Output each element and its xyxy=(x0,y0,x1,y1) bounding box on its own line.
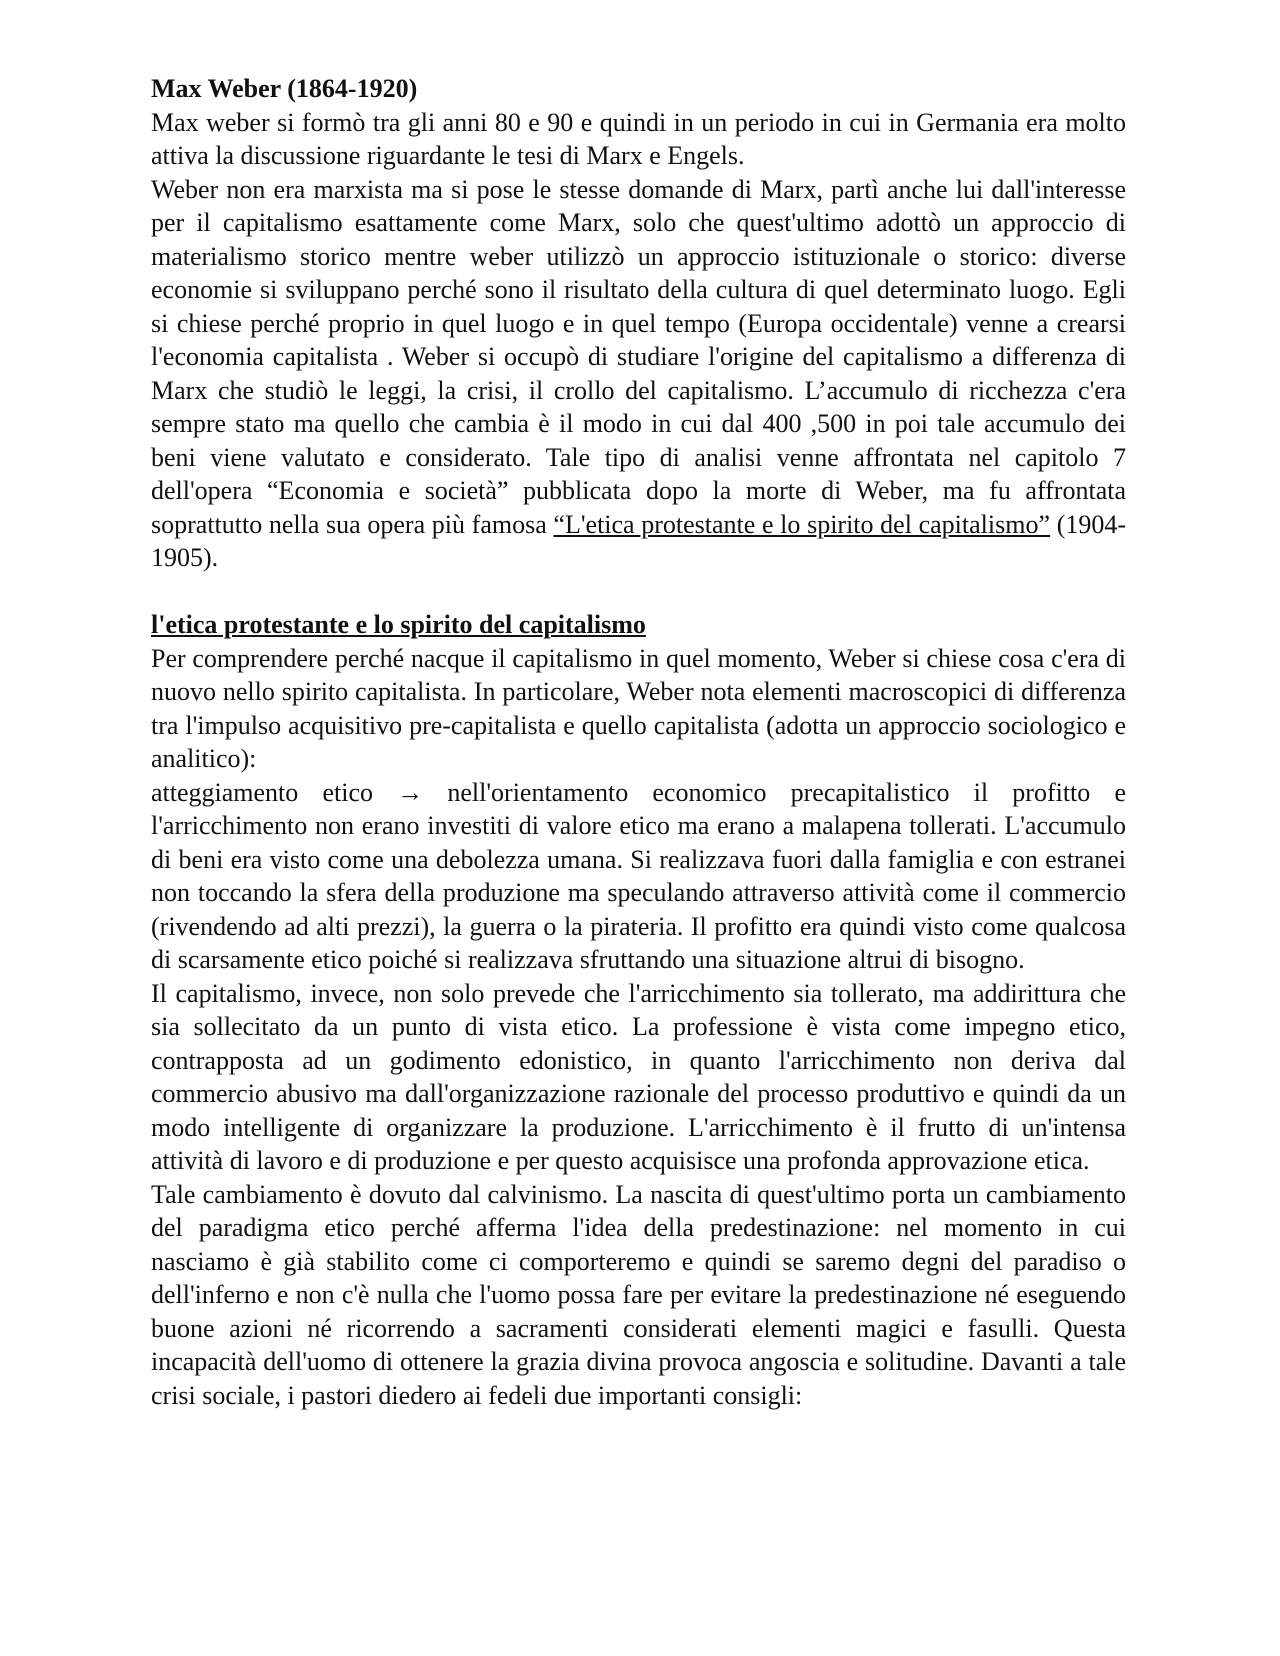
section-title: l'etica protestante e lo spirito del capitalismo xyxy=(151,610,646,639)
document-title: Max Weber (1864-1920) xyxy=(151,74,418,103)
paragraph-calvinism: Tale cambiamento è dovuto dal calvinismo. La nascita di quest'ultimo porta un cambiamento del paradigma etico perché afferma l'idea della predestinazione: nel momento in cui nasciamo è già stabilito come ci comporteremo e quindi se saremo degni del paradiso o dell'inferno e non c'è nulla che l'uomo possa fare per evitare la predestinazione né eseguendo buone azioni né ricorrendo a sacramenti considerati elementi magici e fasulli. Questa incapacità dell'uomo di ottenere la grazia divina provoca angoscia e solitudine. Davanti a tale crisi sociale, i pastori diedero ai fedeli due importanti consigli: xyxy=(151,1179,1126,1410)
document-page xyxy=(151,72,1126,1412)
paragraph-capitalism: Il capitalismo, invece, non solo prevede che l'arricchimento sia tollerato, ma addirittura che sia sollecitato da un punto di vista etico. La professione è vista come impegno etico, contrapposta ad un godimento edonistico, in quanto l'arricchimento non deriva dal commercio abusivo ma dall'organizzazione razionale del processo produttivo e quindi da un modo intelligente di organizzare la produzione. L'arricchimento è il frutto di un'intensa attività di lavoro e di produzione e per questo acquisisce una profonda approvazione etica. xyxy=(151,978,1126,1175)
paragraph-spirit: Per comprendere perché nacque il capitalismo in quel momento, Weber si chiese cosa c'era di nuovo nello spirito capitalista. In particolare, Weber nota elementi macroscopici di differenza tra l'impulso acquisitivo pre-capitalista e quello capitalista (adotta un approccio sociologico e analitico): xyxy=(151,643,1126,773)
paragraph-weber-approach-text: Weber non era marxista ma si pose le stesse domande di Marx, partì anche lui dall'interesse per il capitalismo esattamente come Marx, solo che quest'ultimo adottò un approccio di materialismo storico mentre weber utilizzò un approccio istituzionale o storico: diverse economie si sviluppano perché sono il risultato della cultura di quel determinato luogo. Egli si chiese perché proprio in quel luogo e in quel tempo (Europa occidentale) venne a crearsi l'economia capitalista . Weber si occupò di studiare l'origine del capitalismo a differenza di Marx che studiò le leggi, la crisi, il crollo del capitalismo. L’accumulo di ricchezza c'era sempre stato ma quello che cambia è il modo in cui dal 400 ,500 in poi tale accumulo dei beni viene valutato e considerato. Tale tipo di analisi venne affrontata nel capitolo 7 dell'opera “Economia e società” pubblicata dopo la morte di Weber, ma fu affrontata soprattutto nella sua opera più famosa xyxy=(151,174,1126,539)
paragraph-weber-approach xyxy=(151,173,1126,575)
paragraph-ethical-attitude: atteggiamento etico → nell'orientamento economico precapitalistico il profitto e l'arricchimento non erano investiti di valore etico ma erano a malapena tollerati. L'accumulo di beni era visto come una debolezza umana. Si realizzava fuori dalla famiglia e con estranei non toccando la sfera della produzione ma speculando attraverso attività come il commercio (rivendendo ad alti prezzi), la guerra o la pirateria. Il profitto era quindi visto come qualcosa di scarsamente etico poiché si realizzava sfruttando una situazione altrui di bisogno. xyxy=(151,777,1126,974)
book-reference-years: (1904-1905). xyxy=(151,509,1127,572)
book-reference: “L'etica protestante e lo spirito del capitalismo” xyxy=(553,509,1051,539)
paragraph-intro: Max weber si formò tra gli anni 80 e 90 e quindi in un periodo in cui in Germania era molto attiva la discussione riguardante le tesi di Marx e Engels. xyxy=(151,107,1126,170)
blank-line xyxy=(151,575,1126,609)
